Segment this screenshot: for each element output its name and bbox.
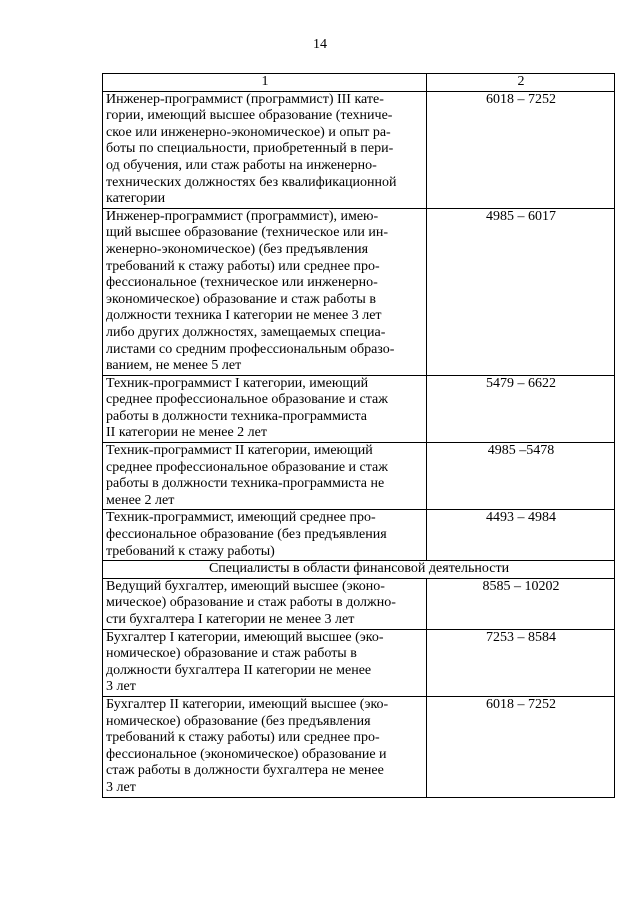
description-line: фессиональное образование (без предъявления [106,527,387,543]
description-line: либо других должностях, замещаемых специа- [106,324,386,340]
description-line: 3 лет [106,679,136,695]
table-header-row [103,74,615,92]
description-line: требований к стажу работы) или среднее про- [106,258,380,274]
section-title: Специалисты в области финансовой деятельности [103,561,615,579]
description-line: Бухгалтер I категории, имеющий высшее (эко- [106,629,384,645]
description-line: Техник-программист, имеющий среднее про- [106,510,376,526]
table-row [103,375,615,442]
position-description [103,443,427,510]
description-line: требований к стажу работы) или среднее про- [106,730,380,746]
salary-range: 4985 –5478 [427,443,615,510]
description-line: Техник-программист II категории, имеющий [106,443,373,459]
description-line: требований к стажу работы) [106,543,275,559]
description-line: фессиональное (техническое или инженерно- [106,275,378,291]
description-line: сти бухгалтера I категории не менее 3 лет [106,612,355,627]
salary-range: 6018 – 7252 [427,696,615,797]
description-line: Инженер-программист (программист), имею- [106,208,379,224]
description-line: листами со средним профессиональным образо- [106,341,395,357]
position-description [103,696,427,797]
description-line: должности бухгалтера II категории не менее [106,662,372,678]
table-row [103,91,615,208]
column-header-2: 2 [427,74,615,92]
column-header-1: 1 [103,74,427,92]
description-line: ское или инженерно-экономическое) и опыт ра- [106,124,391,140]
salary-range: 6018 – 7252 [427,91,615,208]
position-description [103,91,427,208]
description-line: ванием, не менее 5 лет [106,358,242,374]
description-line: гории, имеющий высшее образование (техниче- [106,108,393,124]
position-description [103,578,427,629]
salary-range: 4493 – 4984 [427,510,615,561]
position-description [103,629,427,696]
description-line: мическое) образование и стаж работы в должно- [106,595,396,611]
table-row [103,696,615,797]
description-line: номическое) образование и стаж работы в [106,646,357,662]
salary-range: 4985 – 6017 [427,208,615,375]
position-description [103,510,427,561]
table-row [103,443,615,510]
description-line: 3 лет [106,779,136,795]
description-line: среднее профессиональное образование и стаж [106,392,388,408]
description-line: должности техника I категории не менее 3 лет [106,308,382,324]
description-line: категории [106,191,166,207]
description-line: од обучения, или стаж работы на инженерно- [106,157,377,173]
description-line: Ведущий бухгалтер, имеющий высшее (эконо- [106,578,385,594]
description-line: щий высшее образование (техническое или ин- [106,225,389,241]
description-line: работы в должности техника-программиста [106,408,368,424]
table-row [103,578,615,629]
salary-table [102,73,615,798]
description-line: Бухгалтер II категории, имеющий высшее (эко- [106,696,389,712]
description-line: менее 2 лет [106,492,175,508]
position-description [103,208,427,375]
salary-range: 5479 – 6622 [427,375,615,442]
salary-range: 7253 – 8584 [427,629,615,696]
page-number: 14 [313,37,327,52]
description-line: среднее профессиональное образование и стаж [106,459,388,475]
description-line: технических должностях без квалификационной [106,174,397,190]
position-description [103,375,427,442]
section-header-row [103,561,615,579]
table-row [103,629,615,696]
description-line: номическое) образование (без предъявления [106,713,371,729]
description-line: экономическое) образование и стаж работы в [106,291,376,307]
description-line: II категории не менее 2 лет [106,425,267,441]
salary-range: 8585 – 10202 [427,578,615,629]
description-line: фессиональное (экономическое) образование и [106,746,387,762]
description-line: Инженер-программист (программист) III кате- [106,91,384,107]
table-row [103,208,615,375]
description-line: боты по специальности, приобретенный в пери- [106,141,394,157]
table-body [103,74,615,798]
description-line: работы в должности техника-программиста не [106,476,385,492]
description-line: стаж работы в должности бухгалтера не менее [106,763,384,779]
table-row [103,510,615,561]
description-line: женерно-экономическое) (без предъявления [106,241,369,257]
description-line: Техник-программист I категории, имеющий [106,375,369,391]
